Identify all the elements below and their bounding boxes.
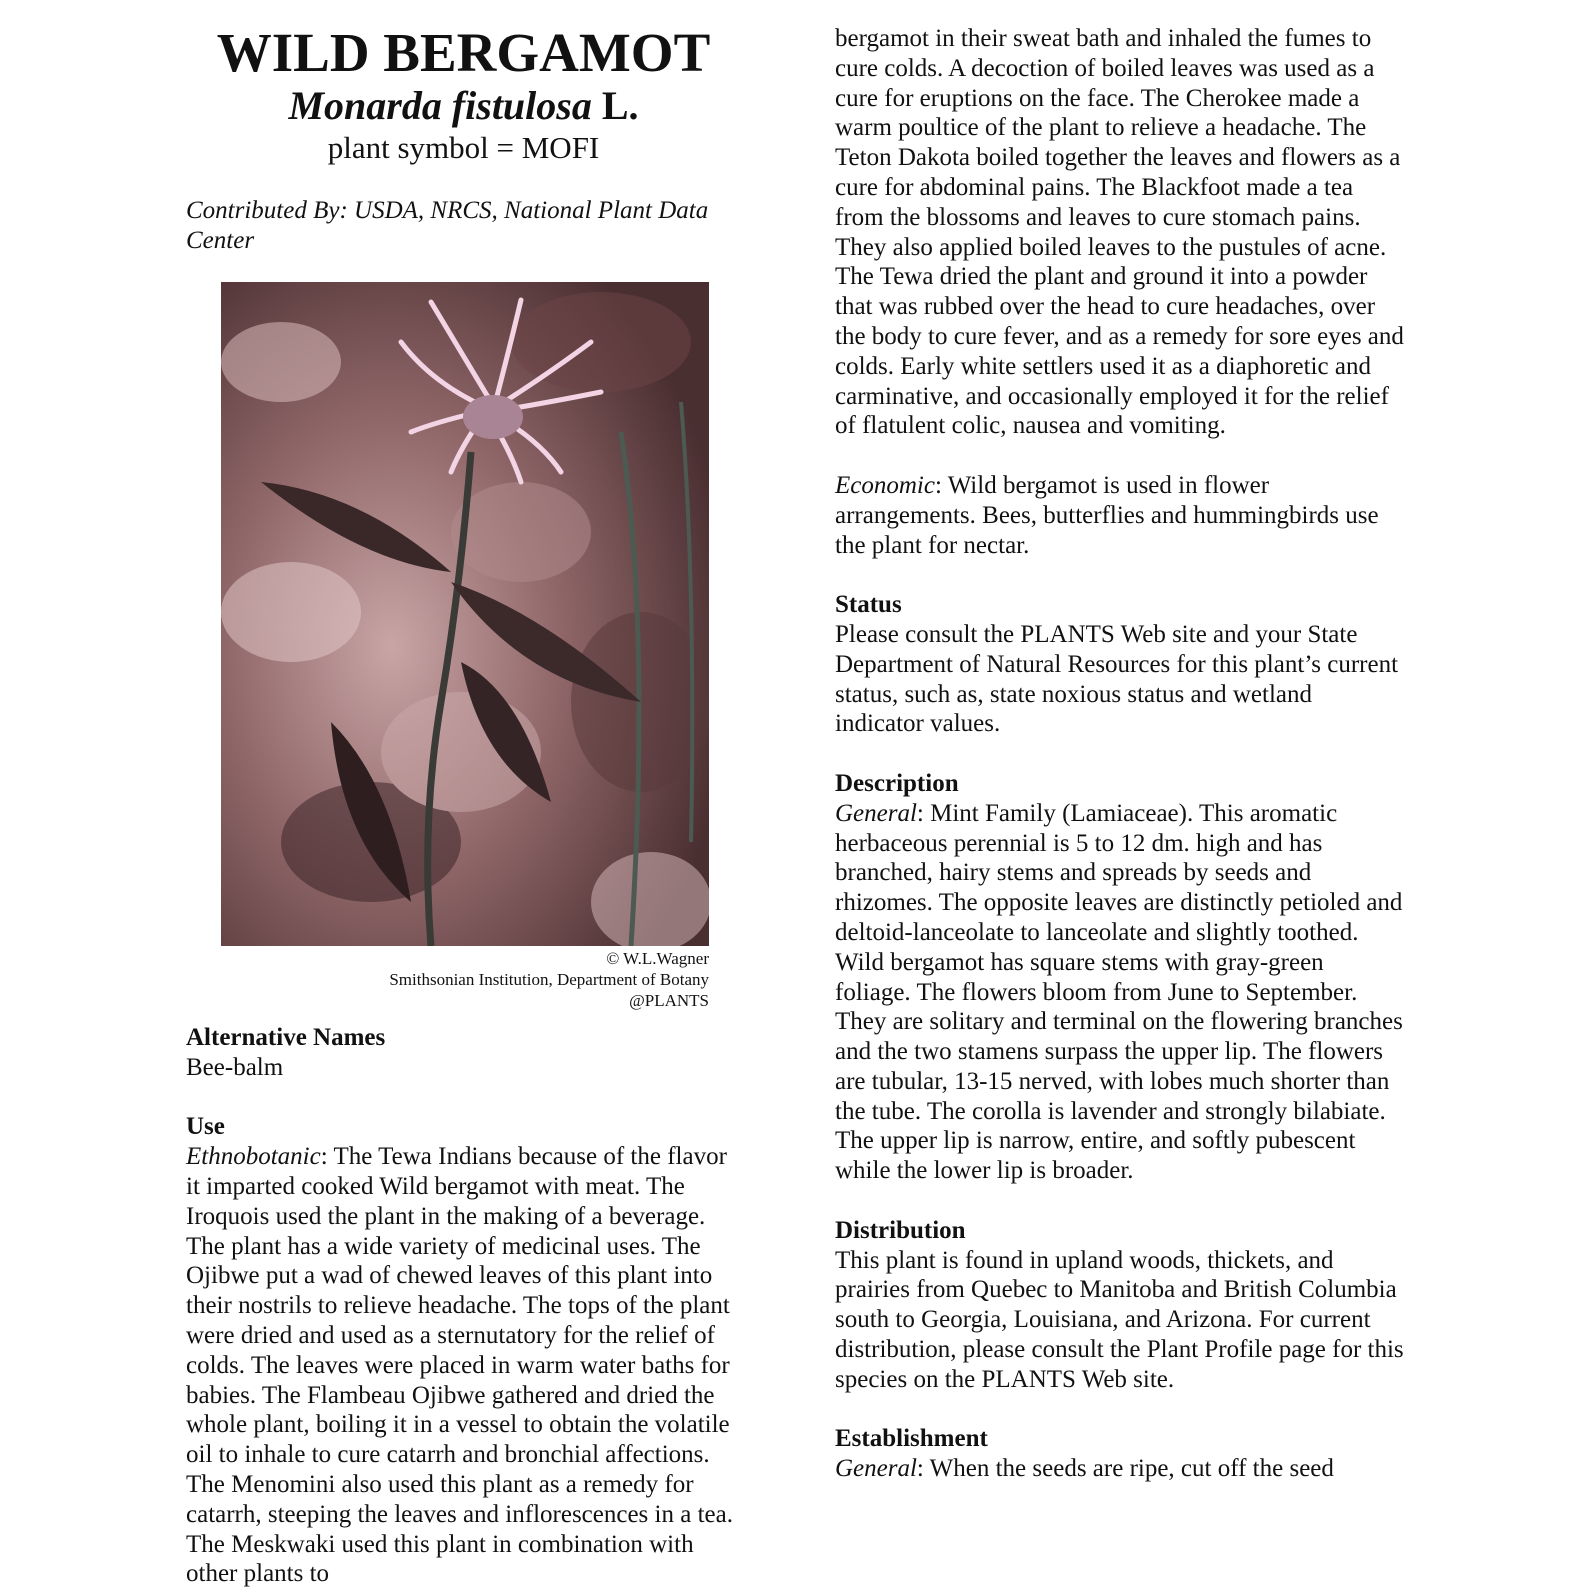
title-block (186, 0, 741, 166)
establishment-heading: Establishment (835, 1425, 988, 1453)
use-heading: Use (186, 1113, 225, 1141)
establishment-general-label: General (835, 1455, 917, 1483)
scientific-author: L. (601, 83, 639, 128)
right-column (835, 0, 1405, 1484)
ethnobotanic-paragraph (186, 1142, 746, 1589)
description-general-label: General (835, 799, 917, 827)
photo-credits (221, 948, 709, 1011)
alternative-names-text: Bee-balm (186, 1053, 284, 1081)
status-text: Please consult the PLANTS Web site and your State Department of Natural Resources for this plant’s current status, such as, state noxious status and wetland indicator values. (835, 620, 1399, 738)
description-paragraph (835, 799, 1405, 1186)
economic-paragraph (835, 471, 1405, 560)
plant-photo (221, 282, 709, 946)
economic-label: Economic (835, 471, 935, 499)
ethnobotanic-label: Ethnobotanic (186, 1143, 321, 1171)
scientific-name-line (186, 82, 741, 130)
establishment-general-text: : When the seeds are ripe, cut off the seed (916, 1455, 1334, 1483)
economic-text: : Wild bergamot is used in flower arrangements. Bees, butterflies and hummingbirds use the plant for nectar. (835, 471, 1379, 559)
left-column (186, 0, 746, 1588)
distribution-heading: Distribution (835, 1216, 966, 1244)
credit-source: @PLANTS (629, 991, 709, 1010)
alternative-names-heading: Alternative Names (186, 1024, 386, 1051)
credit-author: © W.L.Wagner (606, 949, 709, 968)
distribution-text: This plant is found in upland woods, thickets, and prairies from Quebec to Manitoba and British Columbia south to Georgia, Louisiana, and Arizona. For current distribution, please consult the Plant Profile page for this species on the PLANTS Web site. (835, 1246, 1404, 1393)
description-general-text: : Mint Family (Lamiaceae). This aromatic herbaceous perennial is 5 to 12 dm. high and has branched, hairy stems and spreads by seeds and rhizomes. The opposite leaves are distinctly petioled and deltoid-lanceolate to lanceolate and slightly toothed. Wild bergamot has square stems with gray-green foliage. The flowers bloom from June to September. They are solitary and terminal on the flowering branches and the two stamens surpass the upper lip. The flowers are tubular, 13-15 nerved, with lobes much shorter than the tube. The corolla is lavender and strongly bilabiate. The upper lip is narrow, entire, and softly pubescent while the lower lip is broader. (835, 799, 1403, 1185)
scientific-name: Monarda fistulosa (288, 83, 592, 128)
ethnobotanic-continued: bergamot in their sweat bath and inhaled the fumes to cure colds. A decoction of boiled leaves was used as a cure for eruptions on the face. The Cherokee made a warm poultice of the plant to relieve a headache. The Teton Dakota boiled together the leaves and flowers as a cure for abdominal pains. The Blackfoot made a tea from the blossoms and leaves to cure stomach pains. They also applied boiled leaves to the pustules of acne. The Tewa dried the plant and ground it into a powder that was rubbed over the head to cure headaches, over the body to cure fever, and as a remedy for sore eyes and colds. Early white settlers used it as a diaphoretic and carminative, and occasionally employed it for the relief of flatulent colic, nausea and vomiting. (835, 25, 1404, 440)
establishment-paragraph (835, 1454, 1405, 1484)
right-text (835, 0, 1405, 1484)
ethnobotanic-text: : The Tewa Indians because of the flavor it imparted cooked Wild bergamot with meat. The Iroquois used the plant in the making of a beverage. The plant has a wide variety of medicinal uses. The Ojibwe put a wad of chewed leaves of this plant into their nostrils to relieve headache. The tops of the plant were dried and used as a sternutatory for the relief of colds. The leaves were placed in warm water baths for babies. The Flambeau Ojibwe gathered and dried the whole plant, boiling it in a vessel to obtain the volatile oil to inhale to cure catarrh and bronchial affections. The Menomini also used this plant as a remedy for catarrh, steeping the leaves and inflorescences in a tea. The Meskwaki used this plant in combination with other plants to (186, 1143, 733, 1588)
plant-symbol: plant symbol = MOFI (327, 130, 600, 165)
page-title: WILD BERGAMOT (216, 22, 711, 83)
credit-institution: Smithsonian Institution, Department of Botany (389, 970, 709, 989)
description-heading: Description (835, 769, 959, 797)
status-heading: Status (835, 591, 902, 619)
left-lower-text (186, 1023, 746, 1589)
contributed-by: Contributed By: USDA, NRCS, National Plant Data Center (186, 197, 709, 254)
